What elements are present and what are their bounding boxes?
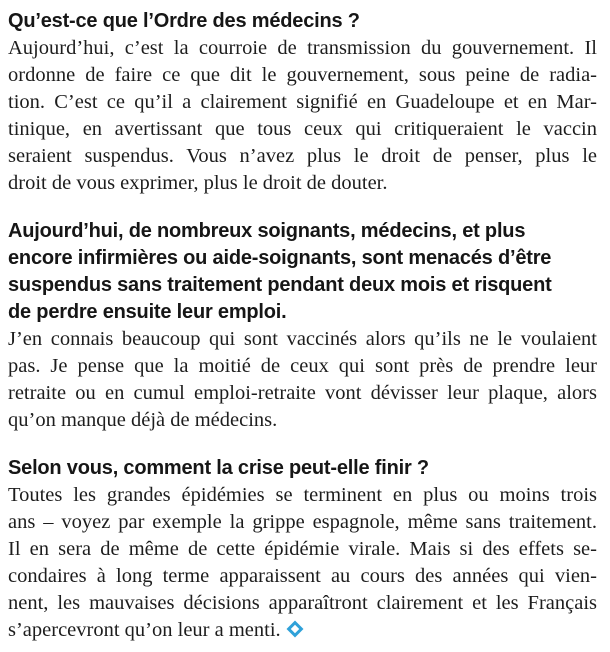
- text-line: droit de vous exprimer, plus le droit de douter.: [8, 172, 388, 194]
- text-line: Qu’est-ce que l’Ordre des médecins ?: [8, 10, 360, 32]
- bold-statement: [8, 218, 597, 326]
- text-line: Aujourd’hui, de nombreux soignants, médecins, et plus: [8, 220, 526, 242]
- text-line: Selon vous, comment la crise peut-elle finir ?: [8, 457, 429, 479]
- text-line: suspendus sans traitement pendant deux mois et risquent: [8, 274, 552, 296]
- interview-question-2: [8, 455, 597, 482]
- text-line: s’apercevront qu’on leur a menti.: [8, 617, 597, 644]
- interview-answer-3: [8, 482, 597, 644]
- text-line: J’en connais beaucoup qui sont vaccinés alors qu’ils ne le voulaient: [8, 328, 597, 350]
- text-line: encore infirmières ou aide-soignants, sont menacés d’être: [8, 247, 552, 269]
- interview-question-1: [8, 8, 597, 35]
- paragraph-spacer: [8, 197, 597, 218]
- text-line: qu’on manque déjà de médecins.: [8, 409, 278, 431]
- paragraph-spacer: [8, 434, 597, 455]
- end-of-article-diamond-icon: [286, 621, 303, 638]
- text-line: nent, les mauvaises décisions apparaîtront clairement et les Français: [8, 592, 597, 614]
- interview-answer-2: [8, 326, 597, 434]
- interview-answer-1: [8, 35, 597, 197]
- text-line: Aujourd’hui, c’est la courroie de transmission du gouvernement. Il: [8, 37, 597, 59]
- text-line: Il en sera de même de cette épidémie virale. Mais si des effets se-: [8, 538, 597, 560]
- text-line: condaires à long terme apparaissent au cours des années qui vien-: [8, 565, 597, 587]
- text-line: Toutes les grandes épidémies se terminent en plus ou moins trois: [8, 484, 597, 506]
- text-line: ordonne de faire ce que dit le gouvernement, sous peine de radia-: [8, 64, 597, 86]
- text-line: ans – voyez par exemple la grippe espagnole, même sans traitement.: [8, 511, 597, 533]
- text-line: pas. Je pense que la moitié de ceux qui sont près de prendre leur: [8, 355, 597, 377]
- text-line: retraite ou en cumul emploi-retraite vont dévisser leur plaque, alors: [8, 382, 597, 404]
- text-line: tion. C’est ce qu’il a clairement signifié en Guadeloupe et en Mar-: [8, 91, 597, 113]
- text-line: tinique, en avertissant que tous ceux qui critiqueraient le vaccin: [8, 118, 597, 140]
- text-line: de perdre ensuite leur emploi.: [8, 301, 287, 323]
- text-line: seraient suspendus. Vous n’avez plus le droit de penser, plus le: [8, 145, 597, 167]
